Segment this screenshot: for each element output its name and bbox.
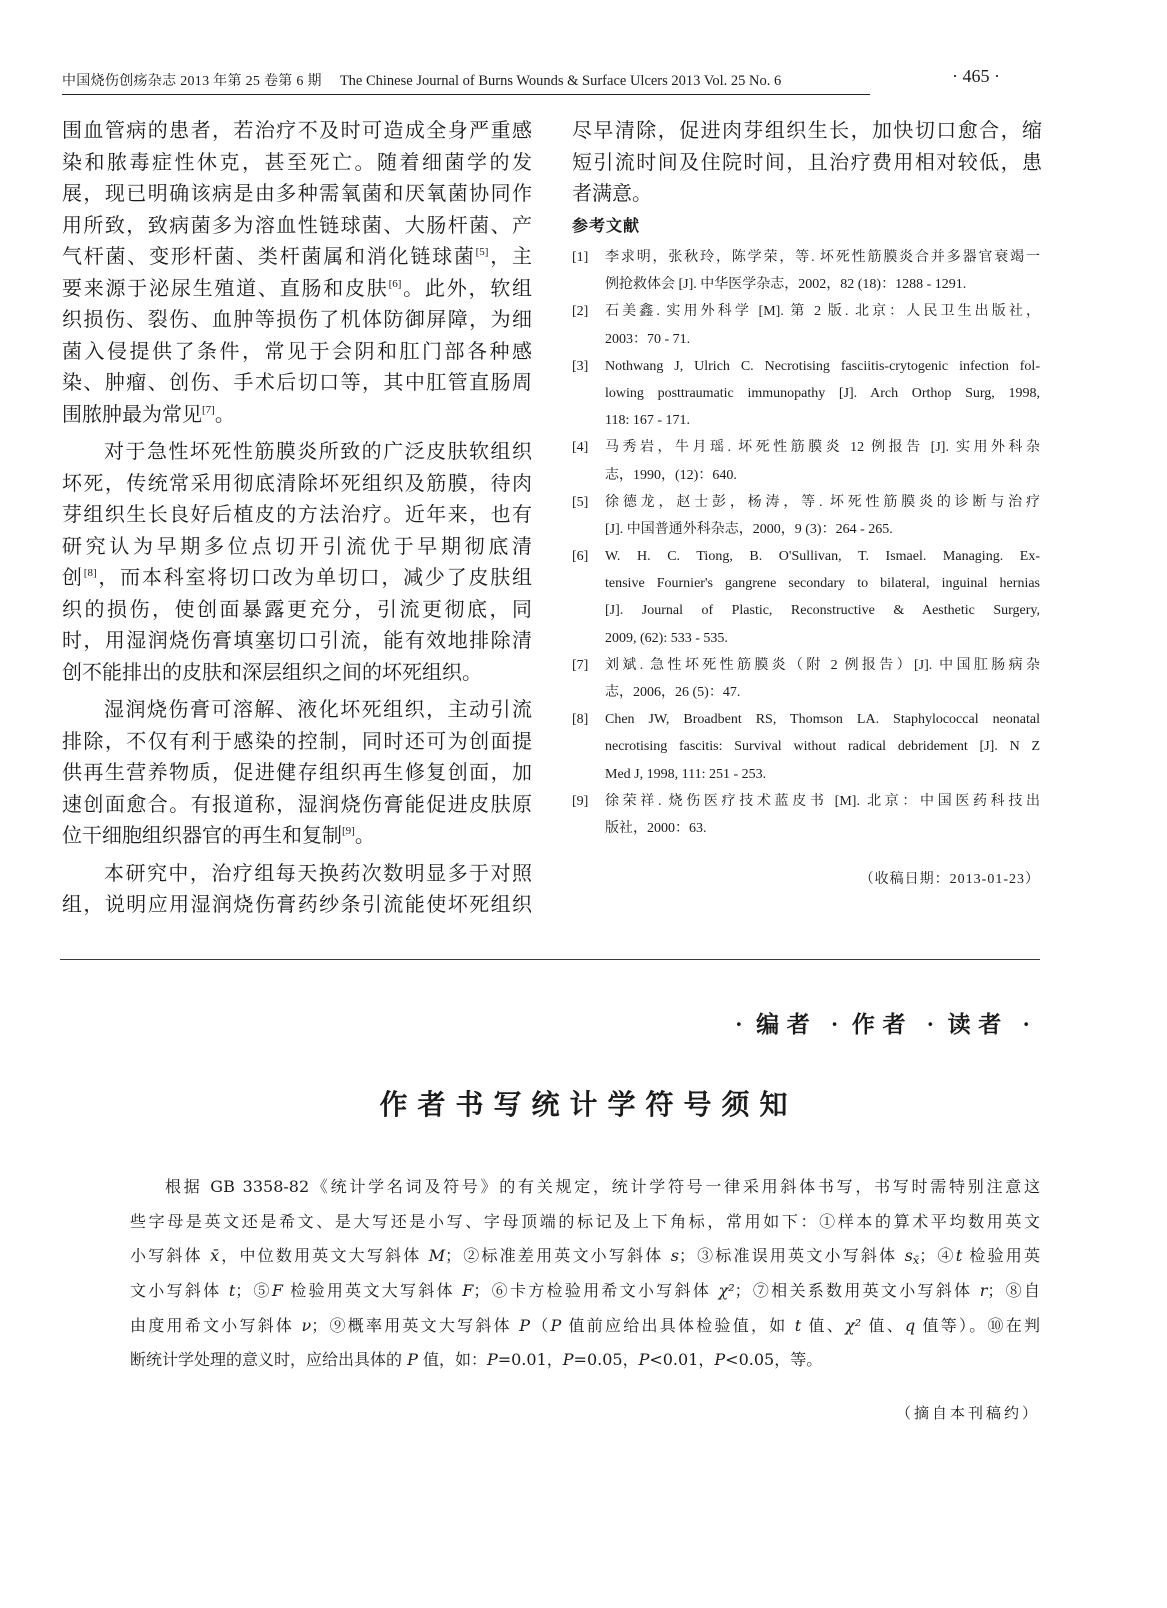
page-number: · 465 · xyxy=(952,66,1000,86)
text-run: ，而本科室将切口改为单切口，减少了皮肤组 xyxy=(96,567,533,589)
reference-line xyxy=(605,244,1040,271)
body-line xyxy=(572,148,1042,180)
reference-text xyxy=(605,489,1040,543)
article-left-column xyxy=(62,116,532,922)
reference-item xyxy=(572,434,1040,488)
body-line xyxy=(62,500,532,532)
text-run: lowing posttraumatic immunopathy [J]. Arch Orthop Surg, 1998, xyxy=(605,385,1040,401)
text-run: 气杆菌、变形杆菌、类杆菌属和消化链球菌 xyxy=(62,246,476,268)
text-run: ；⑥卡方检验用希文小写斜体 xyxy=(473,1281,719,1301)
text-run: 值前应给出具体检验值，如 xyxy=(561,1315,795,1335)
reference-item xyxy=(572,489,1040,543)
body-line xyxy=(62,211,532,243)
text-run: 检验用英 xyxy=(962,1246,1040,1266)
text-run: 2003：70 - 71. xyxy=(605,331,691,347)
reference-item xyxy=(572,652,1040,706)
text-run: 118: 167 - 171. xyxy=(605,413,691,429)
text-run: Med J, 1998, 111: 251 - 253. xyxy=(605,766,767,782)
reference-number: [2] xyxy=(572,304,589,320)
body-line xyxy=(62,179,532,211)
reference-line xyxy=(605,570,1040,597)
text-run: 染和脓毒症性休克，甚至死亡。随着细菌学的发 xyxy=(62,151,532,174)
text-run: 值、 xyxy=(801,1315,846,1335)
reference-number: [7] xyxy=(572,657,589,673)
italic-symbol: q xyxy=(904,1315,916,1335)
reference-line xyxy=(605,733,1040,760)
italic-symbol: P xyxy=(714,1350,726,1370)
body-line xyxy=(62,758,532,790)
text-run: （ xyxy=(529,1315,551,1335)
body-line xyxy=(62,337,532,369)
notice-title: 作者书写统计学符号须知 xyxy=(379,1090,798,1121)
article-right-column xyxy=(572,116,1042,211)
reference-item xyxy=(572,298,1040,352)
text-run: 断统计学处理的意义时，应给出具体的 xyxy=(130,1350,408,1370)
reference-number: [8] xyxy=(572,712,589,728)
citation-superscript: [9] xyxy=(342,825,355,837)
body-line xyxy=(62,790,532,822)
paragraph xyxy=(62,695,532,853)
reference-item xyxy=(572,788,1040,842)
reference-text xyxy=(605,244,1040,298)
text-run: ；⑧自 xyxy=(987,1281,1040,1301)
text-run: 值、 xyxy=(861,1315,905,1335)
reference-text xyxy=(605,706,1040,788)
body-line xyxy=(572,116,1042,148)
reference-number: [9] xyxy=(572,793,589,809)
body-line xyxy=(62,116,532,148)
notice-body xyxy=(130,1170,1040,1378)
text-run: 排除，不仅有利于感染的控制，同时还可为创面提 xyxy=(62,730,532,753)
references-heading: 参考文献 xyxy=(572,218,641,235)
notice-line xyxy=(130,1239,1040,1274)
reference-line xyxy=(605,380,1040,407)
body-line xyxy=(62,368,532,400)
body-line xyxy=(62,859,532,891)
text-run: 创不能排出的皮肤和深层组织之间的坏死组织。 xyxy=(62,661,482,684)
text-run: ，主 xyxy=(488,246,533,268)
text-run: 芽组织生长良好后植皮的方法治疗。近年来，也有 xyxy=(62,504,532,526)
reference-line xyxy=(605,815,1040,842)
text-run: 菌入侵提供了条件，常见于会阴和肛门部各种感 xyxy=(62,340,532,363)
text-run: 。此外，软组 xyxy=(401,277,533,300)
body-line xyxy=(572,179,1042,211)
text-run: 马秀岩，牛月瑶. 坏死性筋膜炎 12 例报告 [J]. 实用外科杂 xyxy=(605,440,1040,456)
text-run: 值，如： xyxy=(417,1350,487,1370)
text-run: 创 xyxy=(62,567,84,589)
text-run: 版社，2000：63. xyxy=(605,820,707,836)
text-run: =0.05， xyxy=(573,1350,639,1370)
text-run: 根据 GB 3358-82《统计学名词及符号》的有关规定，统计学符号一律采用斜体书写，书写时需特别注意这 xyxy=(165,1177,1040,1196)
text-run: ；③标准误用英文小写斜体 xyxy=(678,1246,905,1266)
body-line xyxy=(62,532,532,564)
body-line xyxy=(62,400,532,432)
reference-line xyxy=(605,489,1040,516)
body-line xyxy=(62,305,532,337)
reference-list xyxy=(572,244,1040,842)
citation-superscript: [5] xyxy=(475,246,489,258)
reference-line xyxy=(605,597,1040,624)
text-run: 对于急性坏死性筋膜炎所致的广泛皮肤软组织 xyxy=(104,441,532,463)
reference-line xyxy=(605,462,1040,489)
body-line xyxy=(62,242,532,274)
body-line xyxy=(62,695,532,727)
notice-line xyxy=(130,1274,1040,1309)
italic-symbol: χ² xyxy=(845,1315,862,1335)
notice-source: （摘自本刊稿约） xyxy=(895,1406,1040,1422)
italic-symbol: P xyxy=(550,1315,562,1335)
text-run: ；⑨概率用英文大写斜体 xyxy=(311,1315,520,1335)
text-run: 围血管病的患者，若治疗不及时可造成全身严重感 xyxy=(62,120,532,142)
reference-line xyxy=(605,625,1040,652)
text-run: Nothwang J, Ulrich C. Necrotising fasciitis-crytogenic infection fol- xyxy=(605,358,1040,374)
italic-symbol: M xyxy=(428,1246,446,1266)
italic-symbol: x̄ xyxy=(210,1246,220,1266)
italic-symbol: t xyxy=(794,1315,802,1335)
text-run: 由度用希文小写斜体 xyxy=(130,1315,302,1335)
text-run: Chen JW, Broadbent RS, Thomson LA. Staphylococcal neonatal xyxy=(605,712,1040,728)
text-run: 刘斌. 急性坏死性筋膜炎（附 2 例报告）[J]. 中国肛肠病杂 xyxy=(605,657,1040,673)
journal-title-cn: 中国烧伤创疡杂志 2013 年第 25 卷第 6 期 xyxy=(62,74,322,89)
reference-number: [6] xyxy=(572,549,589,565)
text-run: 供再生营养物质，促进健存组织再生修复创面，加 xyxy=(62,762,532,784)
reference-line xyxy=(605,543,1040,570)
reference-item xyxy=(572,543,1040,652)
reference-line xyxy=(605,679,1040,706)
italic-symbol: t xyxy=(955,1246,963,1266)
text-run: 徐荣祥. 烧伤医疗技术蓝皮书 [M]. 北京：中国医药科技出 xyxy=(605,793,1040,809)
italic-symbol: t xyxy=(228,1281,236,1301)
reference-text xyxy=(605,652,1040,706)
body-line xyxy=(62,274,532,306)
text-run: 用所致，致病菌多为溶血性链球菌、大肠杆菌、产 xyxy=(62,214,532,237)
body-line xyxy=(62,727,532,759)
body-line xyxy=(62,595,532,627)
reference-text xyxy=(605,788,1040,842)
body-line xyxy=(62,890,532,922)
reference-item xyxy=(572,244,1040,298)
text-run: 湿润烧伤膏可溶解、液化坏死组织，主动引流 xyxy=(104,699,532,721)
text-run: 文小写斜体 xyxy=(130,1281,229,1301)
journal-title-en: The Chinese Journal of Burns Wounds & Surface Ulcers 2013 Vol. 25 No. 6 xyxy=(339,73,782,89)
reference-line xyxy=(605,706,1040,733)
italic-symbol: F xyxy=(271,1281,283,1301)
text-run: 志，1990，(12)：640. xyxy=(605,467,737,483)
italic-symbol: s xyxy=(904,1246,913,1266)
text-run: <0.01， xyxy=(649,1350,715,1370)
reference-line xyxy=(605,407,1040,434)
italic-symbol: F xyxy=(462,1281,474,1301)
text-run: 李求明，张秋玲，陈学荣，等. 坏死性筋膜炎合并多器官衰竭一 xyxy=(605,250,1040,265)
italic-symbol: P xyxy=(407,1350,418,1370)
text-run: 要来源于泌尿生殖道、直肠和皮肤 xyxy=(62,277,389,300)
text-run: =0.01， xyxy=(497,1350,563,1370)
text-run: ；②标准差用英文小写斜体 xyxy=(445,1246,671,1266)
reference-number: [1] xyxy=(572,250,589,265)
text-run: 围脓肿最为常见 xyxy=(62,403,202,426)
text-run: tensive Fournier's gangrene secondary to bilateral, inguinal hernias xyxy=(605,576,1040,592)
text-run: 时，用湿润烧伤膏填塞切口引流，能有效地排除清 xyxy=(62,630,532,652)
text-run: ；⑦相关系数用英文小写斜体 xyxy=(734,1281,980,1301)
italic-symbol: P xyxy=(638,1350,650,1370)
text-run: 研究认为早期多位点切开引流优于早期彻底清 xyxy=(62,535,532,558)
citation-superscript: [7] xyxy=(202,403,215,416)
paragraph xyxy=(572,116,1042,211)
italic-symbol: P xyxy=(562,1350,574,1370)
reference-line xyxy=(605,434,1040,461)
text-run: 。 xyxy=(354,825,375,847)
body-line xyxy=(62,563,532,595)
text-run: 展，现已明确该病是由多种需氧菌和厌氧菌协同作 xyxy=(62,183,532,205)
reference-line xyxy=(605,516,1040,543)
text-run: 徐德龙，赵士彭，杨涛，等. 坏死性筋膜炎的诊断与治疗 xyxy=(605,494,1040,510)
notice-line xyxy=(130,1205,1040,1240)
italic-symbol: ν xyxy=(301,1315,312,1335)
text-run: 位干细胞组织器官的再生和复制 xyxy=(62,825,342,847)
body-line xyxy=(62,437,532,469)
journal-header xyxy=(62,70,870,95)
text-run: necrotising fascitis: Survival without radical debridement [J]. N Z xyxy=(605,739,1040,755)
text-run: 染、肿瘤、创伤、手术后切口等，其中肛管直肠周 xyxy=(62,372,532,394)
text-run: [J]. 中国普通外科杂志，2000，9 (3)：264 - 265. xyxy=(605,521,893,537)
reference-line xyxy=(605,761,1040,788)
italic-symbol: s xyxy=(670,1246,679,1266)
reference-line xyxy=(605,652,1040,679)
reference-item xyxy=(572,706,1040,788)
text-run: 小写斜体 xyxy=(130,1246,211,1266)
paragraph xyxy=(62,437,532,689)
text-run: W. H. C. Tiong, B. O'Sullivan, T. Ismael. Managing. Ex- xyxy=(605,549,1040,565)
text-run: 值等）。⑩在判 xyxy=(915,1315,1040,1335)
notice-line xyxy=(130,1343,1040,1378)
italic-symbol: χ² xyxy=(718,1281,735,1301)
text-run: 些字母是英文还是希文、是大写还是小写、字母顶端的标记及上下角标，常用如下：①样本的算术平均数用英文 xyxy=(130,1211,1040,1231)
text-run: 织的损伤，使创面暴露更充分，引流更彻底，同 xyxy=(62,598,532,621)
text-run: [J]. Journal of Plastic, Reconstructive & Aesthetic Surgery, xyxy=(605,603,1040,619)
text-run: ，中位数用英文大写斜体 xyxy=(219,1246,429,1266)
text-run: 检验用英文大写斜体 xyxy=(282,1281,463,1301)
reference-text xyxy=(605,353,1040,435)
body-line xyxy=(62,626,532,658)
body-line xyxy=(62,148,532,180)
text-run: <0.05，等。 xyxy=(725,1350,823,1370)
text-run: 短引流时间及住院时间，且治疗费用相对较低，患 xyxy=(572,151,1042,174)
text-run: 织损伤、裂伤、血肿等损伤了机体防御屏障，为细 xyxy=(62,309,532,331)
body-line xyxy=(62,821,532,853)
reference-text xyxy=(605,434,1040,488)
received-date: （收稿日期：2013-01-23） xyxy=(859,872,1040,887)
italic-subscript: x̄ xyxy=(912,1253,920,1268)
text-run: 例抢救体会 [J]. 中华医学杂志，2002，82 (18)：1288 - 1291. xyxy=(605,277,967,293)
notice-line xyxy=(130,1309,1040,1344)
citation-superscript: [6] xyxy=(388,277,402,290)
reference-line xyxy=(605,788,1040,815)
text-run: 坏死，传统常采用彻底清除坏死组织及筋膜，待肉 xyxy=(62,472,532,495)
reference-line xyxy=(605,298,1040,325)
italic-symbol: r xyxy=(979,1281,988,1301)
text-run: 本研究中，治疗组每天换药次数明显多于对照 xyxy=(104,862,532,885)
reference-line xyxy=(605,326,1040,353)
text-run: ；④ xyxy=(919,1246,956,1266)
body-line xyxy=(62,469,532,501)
reference-line xyxy=(605,353,1040,380)
notice-line xyxy=(130,1170,1040,1205)
reference-text xyxy=(605,543,1040,652)
text-run: 石美鑫. 实用外科学 [M]. 第 2 版. 北京：人民卫生出版社， xyxy=(605,304,1040,320)
reference-line xyxy=(605,271,1040,298)
section-label: · 编者 · 作者 · 读者 · xyxy=(735,1012,1030,1037)
paragraph xyxy=(62,116,532,431)
text-run: 志，2006，26 (5)：47. xyxy=(605,685,741,700)
text-run: 组，说明应用湿润烧伤膏药纱条引流能使坏死组织 xyxy=(62,894,532,916)
reference-number: [3] xyxy=(572,358,589,374)
text-run: 尽早清除，促进肉芽组织生长，加快切口愈合，缩 xyxy=(572,120,1042,142)
text-run: 。 xyxy=(214,403,235,426)
reference-item xyxy=(572,353,1040,435)
italic-symbol: P xyxy=(486,1350,498,1370)
text-run: ；⑤ xyxy=(235,1281,272,1301)
section-divider xyxy=(60,959,1040,960)
reference-number: [4] xyxy=(572,440,589,456)
paragraph xyxy=(62,859,532,922)
reference-number: [5] xyxy=(572,494,589,510)
reference-text xyxy=(605,298,1040,352)
text-run: 者满意。 xyxy=(572,183,652,205)
text-run: 2009, (62): 533 - 535. xyxy=(605,630,728,646)
body-line xyxy=(62,658,532,690)
citation-superscript: [8] xyxy=(83,567,97,579)
italic-symbol: P xyxy=(519,1315,530,1335)
text-run: 速创面愈合。有报道称，湿润烧伤膏能促进皮肤原 xyxy=(62,793,532,816)
